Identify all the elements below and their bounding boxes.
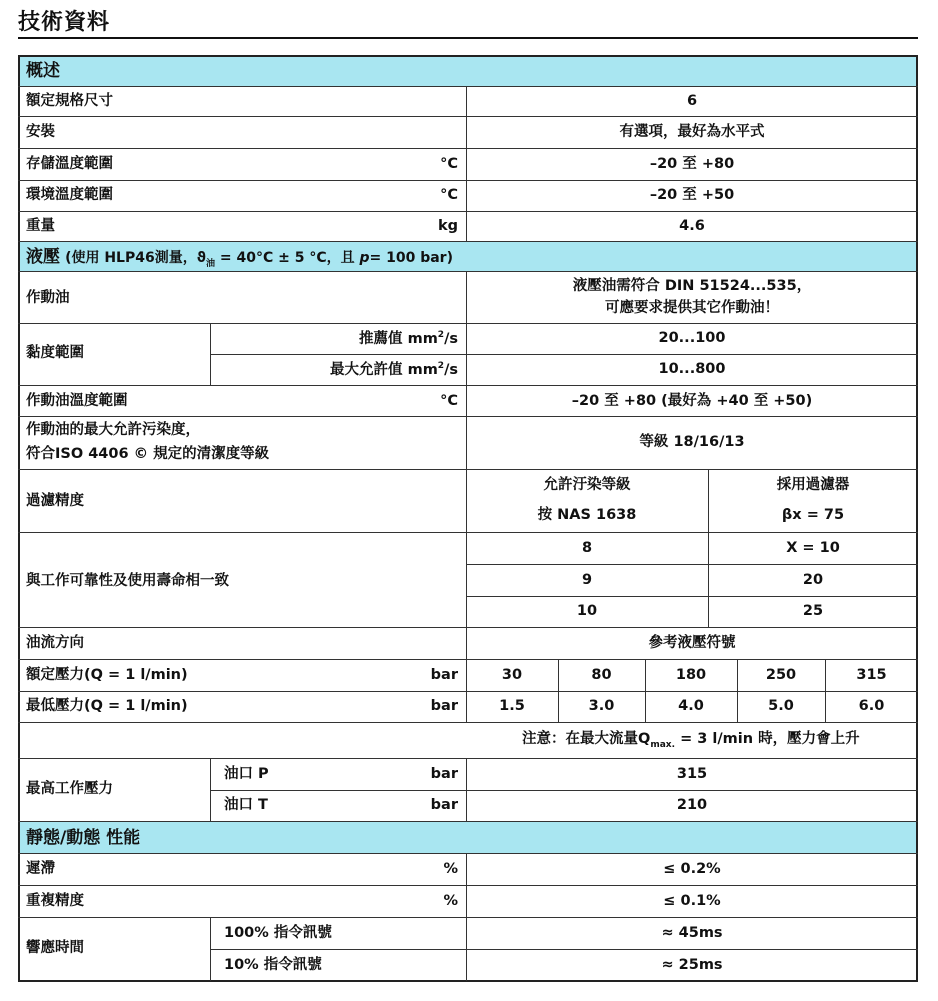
performance-unit: % — [443, 893, 458, 909]
port-unit: bar — [430, 797, 458, 813]
pressure-note: 注意：在最大流量$Q_{max.} = 3$ l/min 時，壓力會上升 — [522, 731, 860, 750]
flow-direction-label: 油流方向 — [26, 635, 84, 651]
fluid-value-line2: 可應要求提供其它作動油！ — [605, 300, 779, 316]
max-working-pressure-label: 最高工作壓力 — [26, 781, 113, 797]
performance-unit: % — [443, 861, 458, 877]
rule — [18, 659, 918, 660]
filtration-col1-head1: 允許汙染等級 — [543, 477, 631, 493]
performance-value: ≤ 0.2% — [663, 861, 721, 877]
viscosity-max-label: 最大允許值 $mm^2/s$ — [330, 361, 458, 378]
port-unit: bar — [430, 766, 458, 782]
row-unit: °C — [440, 187, 458, 203]
viscosity-label: 黏度範圍 — [26, 345, 84, 361]
pressure-value: 4.0 — [678, 698, 704, 714]
pressure-value: 3.0 — [588, 698, 615, 714]
filtration-col2-head2: βx = 75 — [781, 507, 845, 523]
rule — [18, 241, 918, 242]
viscosity-rec-value: 20...100 — [658, 330, 726, 346]
rated-pressure-unit: bar — [430, 667, 458, 683]
contamination-line2: 符合ISO 4406 © 規定的清潔度等級 — [26, 446, 270, 462]
rule — [18, 180, 918, 181]
rule — [18, 271, 918, 272]
rule — [18, 885, 918, 886]
row-unit: °C — [440, 156, 458, 172]
min-pressure-label: 最低壓力(Q = 1 l/min) — [26, 698, 188, 714]
flow-direction-value: 參考液壓符號 — [648, 635, 736, 651]
nas-class: 9 — [581, 572, 593, 588]
section-band-general — [20, 57, 916, 86]
pressure-value: 180 — [675, 667, 707, 683]
port-value: 210 — [676, 797, 708, 813]
rule — [18, 821, 918, 822]
title-divider — [18, 37, 918, 39]
port-value: 315 — [676, 766, 708, 782]
col-divider — [210, 323, 211, 385]
fluid-label: 作動油 — [26, 290, 70, 306]
fluid-temp-value: –20 至 +80 (最好為 +40 至 +50) — [571, 393, 813, 409]
rule — [18, 691, 918, 692]
rule — [18, 627, 918, 628]
filtration-label: 過濾精度 — [26, 493, 84, 509]
rule — [18, 469, 918, 470]
rule — [18, 116, 918, 117]
rule — [18, 853, 918, 854]
filter-rating: X = 10 — [786, 540, 840, 556]
pressure-value: 5.0 — [768, 698, 794, 714]
rule — [18, 148, 918, 149]
section-hydraulic-title: 液壓 (使用 HLP46測量，$ϑ_油 = 40^\circ C \pm 5$ °C，且 p= 100 bar) — [26, 247, 453, 269]
port-label: 油口 P — [224, 766, 269, 782]
viscosity-rec-label: 推薦值 $mm^2/s$ — [359, 330, 458, 347]
filter-rating: 20 — [802, 572, 824, 588]
response-time-label: 響應時間 — [26, 940, 84, 956]
nas-class: 8 — [581, 540, 593, 556]
rated-pressure-label: 額定壓力(Q = 1 l/min) — [26, 667, 188, 683]
contamination-line1: 作動油的最大允許污染度， — [26, 422, 200, 438]
rule — [18, 917, 918, 918]
rule — [466, 596, 918, 597]
viscosity-max-value: 10...800 — [658, 361, 726, 377]
rule — [210, 354, 918, 355]
response-value: ≈ 45ms — [661, 925, 723, 941]
port-label: 油口 T — [224, 797, 268, 813]
rule — [18, 722, 918, 723]
section-performance-title: 靜態/動態 性能 — [26, 828, 141, 848]
performance-label: 重複精度 — [26, 893, 84, 909]
rule — [18, 532, 918, 533]
section-band-performance — [20, 822, 916, 853]
nas-class: 10 — [576, 603, 598, 619]
rule — [18, 86, 918, 87]
reliability-label: 與工作可靠性及使用壽命相一致 — [26, 573, 229, 589]
row-label: 額定規格尺寸 — [26, 93, 113, 109]
rule — [18, 416, 918, 417]
col-divider — [210, 917, 211, 981]
rule — [18, 758, 918, 759]
row-unit: kg — [437, 218, 458, 234]
row-label: 存儲溫度範圍 — [26, 156, 113, 172]
page-title: 技術資料 — [18, 10, 111, 35]
pressure-value: 250 — [765, 667, 797, 683]
row-value: 4.6 — [679, 218, 705, 234]
row-label: 重量 — [26, 218, 55, 234]
contamination-value: 等級 18/16/13 — [639, 434, 745, 450]
pressure-value: 80 — [591, 667, 612, 683]
response-signal: 10% 指令訊號 — [224, 957, 322, 973]
min-pressure-unit: bar — [430, 698, 458, 714]
pressure-value: 1.5 — [499, 698, 525, 714]
rule — [18, 385, 918, 386]
rule — [210, 790, 918, 791]
pressure-value: 30 — [501, 667, 523, 683]
col-divider — [210, 758, 211, 821]
response-value: ≈ 25ms — [661, 957, 723, 973]
rule — [18, 323, 918, 324]
rule — [210, 949, 918, 950]
filtration-col1-head2: 按 NAS 1638 — [537, 507, 637, 523]
fluid-temp-unit: °C — [440, 393, 458, 409]
row-label: 環境溫度範圍 — [26, 187, 113, 203]
filter-rating: 25 — [802, 603, 824, 619]
row-value: 有選項，最好為水平式 — [619, 124, 765, 140]
rule — [466, 564, 918, 565]
performance-value: ≤ 0.1% — [663, 893, 721, 909]
pressure-value: 315 — [856, 667, 887, 683]
filtration-col2-head1: 採用過濾器 — [776, 477, 850, 493]
fluid-temp-label: 作動油溫度範圍 — [26, 393, 128, 409]
performance-label: 遲滯 — [26, 861, 55, 877]
rule — [18, 211, 918, 212]
response-signal: 100% 指令訊號 — [224, 925, 332, 941]
row-value: 6 — [686, 93, 698, 109]
row-label: 安裝 — [26, 124, 55, 140]
fluid-value-line1: 液壓油需符合 DIN 51524...535， — [572, 278, 812, 294]
row-value: –20 至 +50 — [649, 187, 735, 203]
pressure-value: 6.0 — [858, 698, 885, 714]
row-value: –20 至 +80 — [649, 156, 735, 172]
section-general-title: 概述 — [26, 61, 60, 81]
